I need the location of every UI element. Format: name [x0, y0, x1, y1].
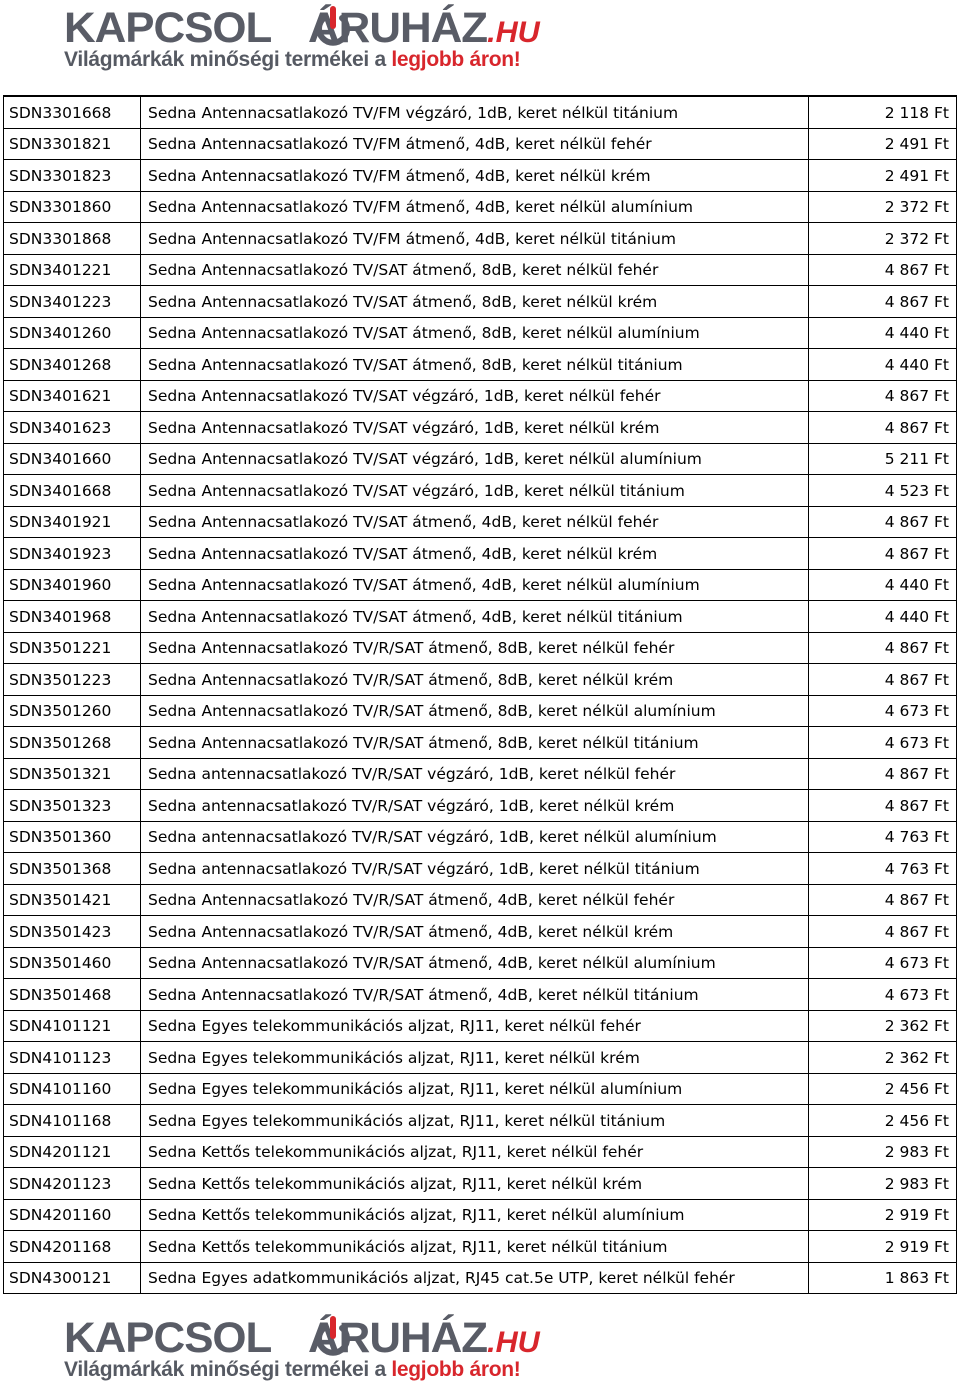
product-price: 4 867 Ft: [809, 412, 957, 444]
product-code: SDN3501221: [4, 632, 141, 664]
product-name: Sedna antennacsatlakozó TV/R/SAT végzáró, 1dB, keret nélkül fehér: [141, 758, 809, 790]
price-table: [3, 95, 957, 1294]
product-price: 2 491 Ft: [809, 128, 957, 160]
product-code: SDN3401268: [4, 349, 141, 381]
product-name: Sedna Egyes telekommunikációs aljzat, RJ11, keret nélkül krém: [141, 1042, 809, 1074]
product-name: Sedna Antennacsatlakozó TV/SAT végzáró, 1dB, keret nélkül krém: [141, 412, 809, 444]
product-code: SDN3401660: [4, 443, 141, 475]
product-code: SDN3501460: [4, 947, 141, 979]
product-code: SDN4300121: [4, 1262, 141, 1294]
product-code: SDN4201168: [4, 1231, 141, 1263]
table-row: [4, 790, 957, 822]
product-code: SDN3401921: [4, 506, 141, 538]
product-price: 4 523 Ft: [809, 475, 957, 507]
product-price: 2 456 Ft: [809, 1073, 957, 1105]
table-row: [4, 380, 957, 412]
product-name: Sedna Antennacsatlakozó TV/SAT átmenő, 4dB, keret nélkül alumínium: [141, 569, 809, 601]
product-price: 4 867 Ft: [809, 790, 957, 822]
product-name: Sedna Kettős telekommunikációs aljzat, RJ11, keret nélkül krém: [141, 1168, 809, 1200]
product-price: 4 867 Ft: [809, 884, 957, 916]
product-price: 4 440 Ft: [809, 349, 957, 381]
product-price: 2 118 Ft: [809, 96, 957, 128]
product-code: SDN3301860: [4, 191, 141, 223]
product-code: SDN3501421: [4, 884, 141, 916]
product-name: Sedna Egyes telekommunikációs aljzat, RJ11, keret nélkül alumínium: [141, 1073, 809, 1105]
logo-slogan: Világmárkák minőségi termékei a legjobb áron!: [64, 48, 521, 71]
product-code: SDN4201123: [4, 1168, 141, 1200]
table-row: [4, 191, 957, 223]
table-row: [4, 916, 957, 948]
product-price: 4 673 Ft: [809, 979, 957, 1011]
table-row: [4, 1168, 957, 1200]
table-row: [4, 538, 957, 570]
product-name: Sedna Antennacsatlakozó TV/SAT végzáró, 1dB, keret nélkül alumínium: [141, 443, 809, 475]
product-name: Sedna Kettős telekommunikációs aljzat, RJ11, keret nélkül titánium: [141, 1231, 809, 1263]
product-name: Sedna antennacsatlakozó TV/R/SAT végzáró, 1dB, keret nélkül krém: [141, 790, 809, 822]
table-row: [4, 664, 957, 696]
product-name: Sedna Antennacsatlakozó TV/FM átmenő, 4dB, keret nélkül fehér: [141, 128, 809, 160]
logo-slogan: Világmárkák minőségi termékei a legjobb áron!: [64, 1358, 521, 1381]
product-price: 4 673 Ft: [809, 695, 957, 727]
product-price: 5 211 Ft: [809, 443, 957, 475]
product-price: 2 456 Ft: [809, 1105, 957, 1137]
product-price: 2 491 Ft: [809, 160, 957, 192]
header-logo: [62, 4, 540, 74]
logo-wordmark: KAPCSOL ÁRUHÁZ.HU: [64, 4, 540, 52]
table-row: [4, 947, 957, 979]
table-row: [4, 695, 957, 727]
product-name: Sedna Egyes adatkommunikációs aljzat, RJ45 cat.5e UTP, keret nélkül fehér: [141, 1262, 809, 1294]
table-row: [4, 96, 957, 128]
product-name: Sedna Antennacsatlakozó TV/SAT átmenő, 8dB, keret nélkül titánium: [141, 349, 809, 381]
product-name: Sedna Antennacsatlakozó TV/FM átmenő, 4dB, keret nélkül krém: [141, 160, 809, 192]
product-price: 4 673 Ft: [809, 947, 957, 979]
product-name: Sedna Egyes telekommunikációs aljzat, RJ11, keret nélkül titánium: [141, 1105, 809, 1137]
product-name: Sedna Antennacsatlakozó TV/SAT átmenő, 4dB, keret nélkül titánium: [141, 601, 809, 633]
product-price: 4 440 Ft: [809, 317, 957, 349]
table-row: [4, 569, 957, 601]
product-code: SDN3301868: [4, 223, 141, 255]
product-name: Sedna Antennacsatlakozó TV/SAT átmenő, 4dB, keret nélkül fehér: [141, 506, 809, 538]
table-row: [4, 349, 957, 381]
product-price: 4 867 Ft: [809, 538, 957, 570]
product-code: SDN3401968: [4, 601, 141, 633]
product-code: SDN3501360: [4, 821, 141, 853]
table-row: [4, 1262, 957, 1294]
product-code: SDN3401668: [4, 475, 141, 507]
product-code: SDN3401621: [4, 380, 141, 412]
product-code: SDN3401623: [4, 412, 141, 444]
product-price: 2 919 Ft: [809, 1231, 957, 1263]
table-row: [4, 317, 957, 349]
product-code: SDN4101123: [4, 1042, 141, 1074]
product-code: SDN3501223: [4, 664, 141, 696]
table-row: [4, 128, 957, 160]
logo-wordmark: KAPCSOL ÁRUHÁZ.HU: [64, 1314, 540, 1362]
product-name: Sedna Antennacsatlakozó TV/R/SAT átmenő, 4dB, keret nélkül titánium: [141, 979, 809, 1011]
product-code: SDN3501323: [4, 790, 141, 822]
product-name: Sedna Kettős telekommunikációs aljzat, RJ11, keret nélkül alumínium: [141, 1199, 809, 1231]
product-name: Sedna Antennacsatlakozó TV/FM átmenő, 4dB, keret nélkül alumínium: [141, 191, 809, 223]
table-row: [4, 979, 957, 1011]
table-row: [4, 1136, 957, 1168]
product-code: SDN3501321: [4, 758, 141, 790]
product-name: Sedna Antennacsatlakozó TV/R/SAT átmenő, 8dB, keret nélkül alumínium: [141, 695, 809, 727]
product-code: SDN3301823: [4, 160, 141, 192]
product-price: 4 867 Ft: [809, 632, 957, 664]
product-price: 4 867 Ft: [809, 664, 957, 696]
product-name: Sedna Antennacsatlakozó TV/SAT átmenő, 4dB, keret nélkül krém: [141, 538, 809, 570]
table-row: [4, 601, 957, 633]
product-name: Sedna Antennacsatlakozó TV/SAT átmenő, 8dB, keret nélkül krém: [141, 286, 809, 318]
product-price: 4 867 Ft: [809, 916, 957, 948]
table-row: [4, 727, 957, 759]
product-code: SDN3401960: [4, 569, 141, 601]
product-name: Sedna Antennacsatlakozó TV/SAT átmenő, 8dB, keret nélkül alumínium: [141, 317, 809, 349]
product-code: SDN4101168: [4, 1105, 141, 1137]
table-row: [4, 475, 957, 507]
power-icon: [314, 1316, 352, 1358]
table-row: [4, 223, 957, 255]
product-code: SDN3501260: [4, 695, 141, 727]
table-row: [4, 412, 957, 444]
product-name: Sedna Antennacsatlakozó TV/R/SAT átmenő, 8dB, keret nélkül krém: [141, 664, 809, 696]
table-row: [4, 443, 957, 475]
product-code: SDN3501268: [4, 727, 141, 759]
table-row: [4, 884, 957, 916]
table-row: [4, 1042, 957, 1074]
product-price: 4 867 Ft: [809, 380, 957, 412]
product-name: Sedna Antennacsatlakozó TV/R/SAT átmenő, 8dB, keret nélkül titánium: [141, 727, 809, 759]
product-code: SDN4101121: [4, 1010, 141, 1042]
table-row: [4, 758, 957, 790]
table-row: [4, 254, 957, 286]
footer-logo: [62, 1314, 540, 1384]
product-name: Sedna Antennacsatlakozó TV/R/SAT átmenő, 4dB, keret nélkül krém: [141, 916, 809, 948]
table-row: [4, 160, 957, 192]
product-name: Sedna Antennacsatlakozó TV/R/SAT átmenő, 4dB, keret nélkül alumínium: [141, 947, 809, 979]
product-code: SDN3301668: [4, 96, 141, 128]
product-code: SDN4101160: [4, 1073, 141, 1105]
product-price: 4 867 Ft: [809, 286, 957, 318]
product-price: 4 440 Ft: [809, 569, 957, 601]
product-name: Sedna Kettős telekommunikációs aljzat, RJ11, keret nélkül fehér: [141, 1136, 809, 1168]
product-code: SDN3501423: [4, 916, 141, 948]
product-code: SDN4201160: [4, 1199, 141, 1231]
product-code: SDN3401923: [4, 538, 141, 570]
table-row: [4, 1105, 957, 1137]
product-name: Sedna Antennacsatlakozó TV/FM végzáró, 1dB, keret nélkül titánium: [141, 96, 809, 128]
product-price: 2 919 Ft: [809, 1199, 957, 1231]
product-price: 1 863 Ft: [809, 1262, 957, 1294]
product-price: 4 440 Ft: [809, 601, 957, 633]
product-name: Sedna Antennacsatlakozó TV/R/SAT átmenő, 8dB, keret nélkül fehér: [141, 632, 809, 664]
table-row: [4, 1231, 957, 1263]
product-name: Sedna antennacsatlakozó TV/R/SAT végzáró, 1dB, keret nélkül alumínium: [141, 821, 809, 853]
product-name: Sedna Egyes telekommunikációs aljzat, RJ11, keret nélkül fehér: [141, 1010, 809, 1042]
table-row: [4, 1199, 957, 1231]
product-code: SDN4201121: [4, 1136, 141, 1168]
product-price: 2 372 Ft: [809, 191, 957, 223]
product-code: SDN3501468: [4, 979, 141, 1011]
table-row: [4, 821, 957, 853]
product-price: 4 763 Ft: [809, 853, 957, 885]
power-icon: [314, 6, 352, 48]
table-row: [4, 1073, 957, 1105]
table-row: [4, 632, 957, 664]
product-price: 2 372 Ft: [809, 223, 957, 255]
product-name: Sedna Antennacsatlakozó TV/SAT végzáró, 1dB, keret nélkül fehér: [141, 380, 809, 412]
product-price: 4 673 Ft: [809, 727, 957, 759]
product-name: Sedna Antennacsatlakozó TV/SAT átmenő, 8dB, keret nélkül fehér: [141, 254, 809, 286]
product-price: 2 983 Ft: [809, 1136, 957, 1168]
table-row: [4, 853, 957, 885]
product-price: 4 867 Ft: [809, 506, 957, 538]
product-code: SDN3501368: [4, 853, 141, 885]
table-row: [4, 506, 957, 538]
product-price: 2 362 Ft: [809, 1042, 957, 1074]
product-price: 2 362 Ft: [809, 1010, 957, 1042]
product-code: SDN3301821: [4, 128, 141, 160]
product-price: 2 983 Ft: [809, 1168, 957, 1200]
product-code: SDN3401221: [4, 254, 141, 286]
table-row: [4, 1010, 957, 1042]
table-row: [4, 286, 957, 318]
product-price: 4 867 Ft: [809, 758, 957, 790]
product-price: 4 763 Ft: [809, 821, 957, 853]
product-code: SDN3401260: [4, 317, 141, 349]
product-price: 4 867 Ft: [809, 254, 957, 286]
product-code: SDN3401223: [4, 286, 141, 318]
product-name: Sedna Antennacsatlakozó TV/R/SAT átmenő, 4dB, keret nélkül fehér: [141, 884, 809, 916]
product-name: Sedna antennacsatlakozó TV/R/SAT végzáró, 1dB, keret nélkül titánium: [141, 853, 809, 885]
product-name: Sedna Antennacsatlakozó TV/SAT végzáró, 1dB, keret nélkül titánium: [141, 475, 809, 507]
product-name: Sedna Antennacsatlakozó TV/FM átmenő, 4dB, keret nélkül titánium: [141, 223, 809, 255]
